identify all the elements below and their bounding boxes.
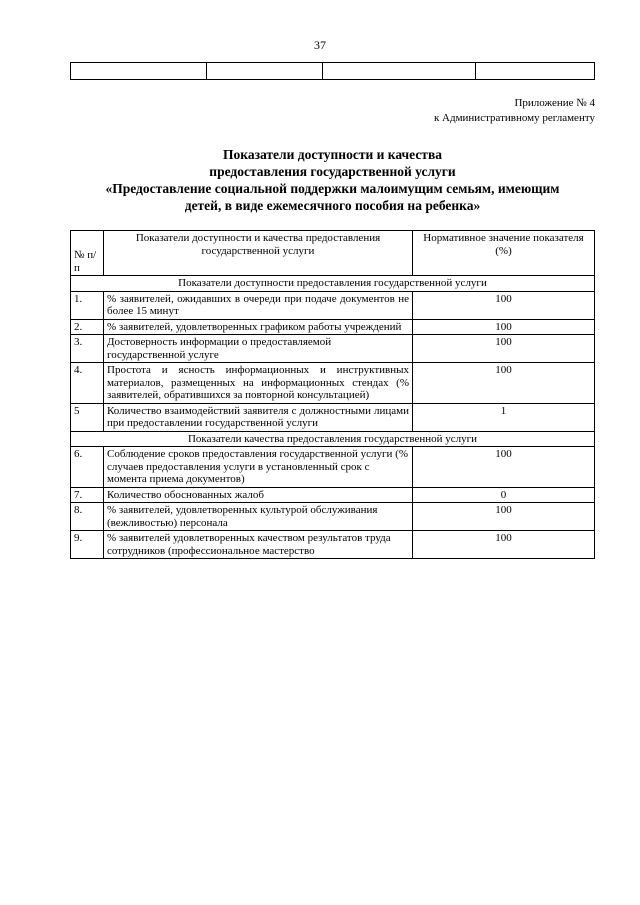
table-row <box>71 319 595 335</box>
table-row <box>71 503 595 531</box>
table-row <box>71 403 595 431</box>
row-num: 3. <box>71 335 104 363</box>
row-value: 1 <box>413 403 595 431</box>
row-value: 100 <box>413 503 595 531</box>
row-text: % заявителей удовлетворенных качеством результатов труда сотрудников (профессиональное мастерство <box>104 531 413 559</box>
row-num: 2. <box>71 319 104 335</box>
row-num: 6. <box>71 447 104 488</box>
indicators-table <box>70 230 595 559</box>
section-quality: Показатели качества предоставления государственной услуги <box>71 431 595 447</box>
appendix-line-1: Приложение № 4 <box>514 97 595 109</box>
row-text: Достоверность информации о предоставляемой государственной услуге <box>104 335 413 363</box>
row-value: 100 <box>413 335 595 363</box>
row-value: 100 <box>413 291 595 319</box>
empty-cell <box>476 63 595 80</box>
row-text: Количество обоснованных жалоб <box>104 487 413 503</box>
row-value: 100 <box>413 531 595 559</box>
section-accessibility: Показатели доступности предоставления государственной услуги <box>71 276 595 292</box>
row-num: 8. <box>71 503 104 531</box>
row-value: 100 <box>413 447 595 488</box>
section-header-row <box>71 276 595 292</box>
row-text: % заявителей, ожидавших в очереди при подаче документов не более 15 минут <box>104 291 413 319</box>
title-line-4: детей, в виде ежемесячного пособия на ребенка» <box>184 198 481 213</box>
row-text: % заявителей, удовлетворенных культурой обслуживания (вежливостью) персонала <box>104 503 413 531</box>
row-num: 5 <box>71 403 104 431</box>
title-line-1: Показатели доступности и качества <box>223 147 442 162</box>
row-num: 9. <box>71 531 104 559</box>
table-row <box>71 335 595 363</box>
empty-cell <box>207 63 323 80</box>
title-line-3: «Предоставление социальной поддержки малоимущим семьям, имеющим <box>105 181 560 196</box>
header-num: № п/п <box>71 231 104 276</box>
table-row <box>71 447 595 488</box>
continued-table-row <box>70 62 595 80</box>
row-value: 0 <box>413 487 595 503</box>
document-title <box>70 146 595 214</box>
empty-cell <box>71 63 207 80</box>
empty-cell <box>323 63 476 80</box>
table-row <box>71 531 595 559</box>
header-value: Нормативное значение показателя (%) <box>413 231 595 276</box>
row-text: Количество взаимодействий заявителя с должностными лицами при предоставлении государственной услуги <box>104 403 413 431</box>
row-text: Простота и ясность информационных и инструктивных материалов, размещенных на информационных стендах (% заявителей, обратившихся за повторной консультацией) <box>104 363 413 404</box>
row-text: % заявителей, удовлетворенных графиком работы учреждений <box>104 319 413 335</box>
row-text: Соблюдение сроков предоставления государственной услуги (% случаев предоставления услуги в установленный срок с момента приема документов) <box>104 447 413 488</box>
section-header-row <box>71 431 595 447</box>
row-num: 7. <box>71 487 104 503</box>
row-value: 100 <box>413 363 595 404</box>
header-indicator: Показатели доступности и качества предоставления государственной услуги <box>104 231 413 276</box>
table-row <box>71 363 595 404</box>
table-header-row <box>71 231 595 276</box>
row-num: 4. <box>71 363 104 404</box>
appendix-line-2: к Административному регламенту <box>433 112 595 124</box>
table-row <box>71 487 595 503</box>
title-line-2: предоставления государственной услуги <box>209 164 456 179</box>
row-num: 1. <box>71 291 104 319</box>
row-value: 100 <box>413 319 595 335</box>
page-number: 37 <box>314 38 326 52</box>
table-row <box>71 291 595 319</box>
appendix-label <box>434 96 595 126</box>
